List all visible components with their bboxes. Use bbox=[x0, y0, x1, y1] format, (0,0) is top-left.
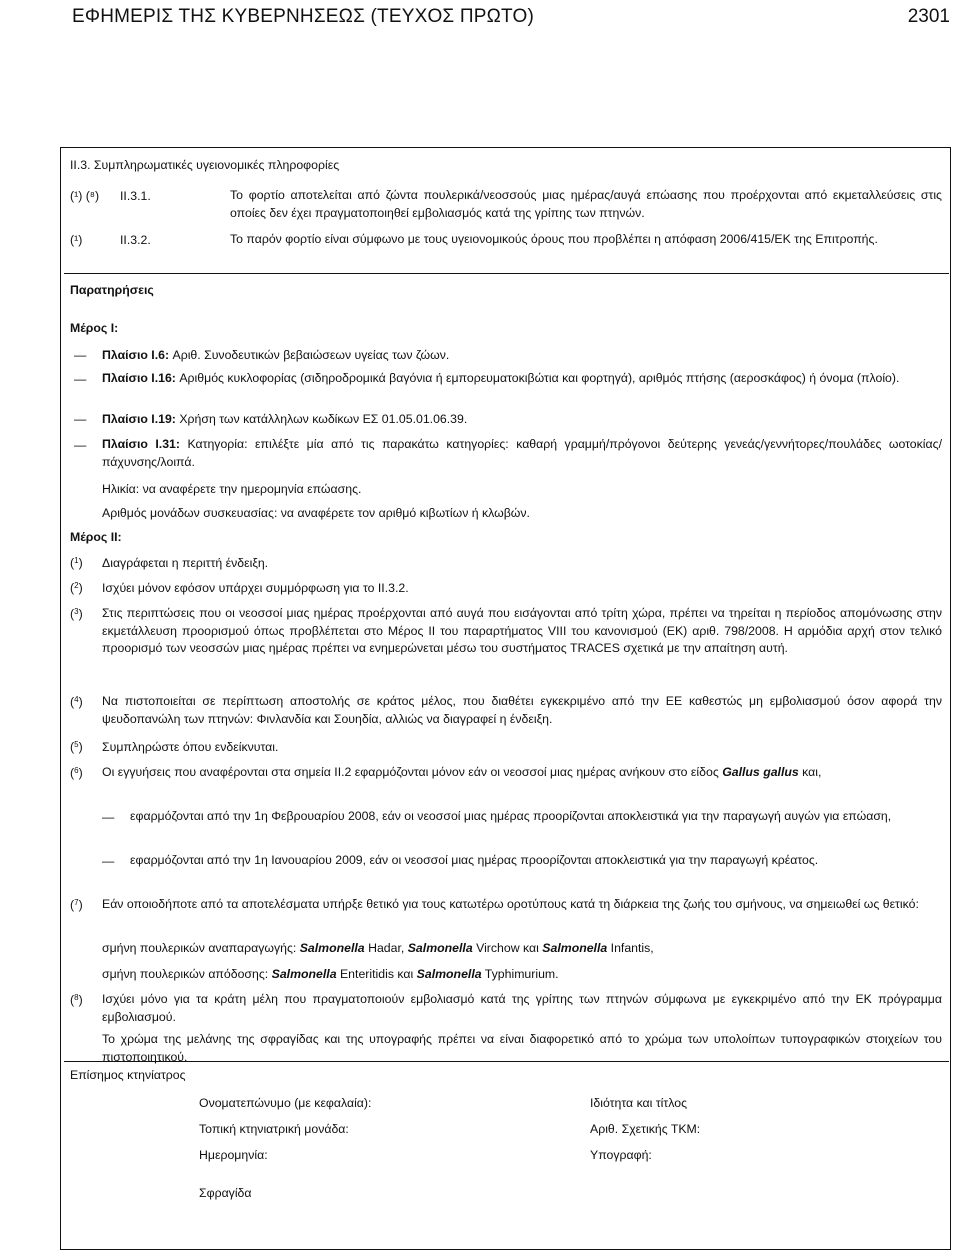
units-note: Αριθμός μονάδων συσκευασίας: να αναφέρετε τον αριθμό κιβωτίων ή κλωβών. bbox=[102, 506, 530, 520]
signature-section bbox=[64, 1062, 949, 1247]
list-dash: — bbox=[74, 412, 87, 426]
list-dash: — bbox=[102, 854, 115, 868]
footnote-marker: ($^5$) bbox=[70, 740, 83, 754]
footnote-marker: ($^1$) bbox=[70, 556, 83, 570]
footnote-text: Συμπληρώστε όπου ενδείκνυται. bbox=[102, 740, 279, 754]
notes-section bbox=[64, 274, 949, 1062]
salmonella-production: σμήνη πουλερικών απόδοσης: Salmonella Enteritidis και Salmonella Typhimurium. bbox=[102, 967, 559, 981]
vet-unit-label: Τοπική κτηνιατρική μονάδα: bbox=[199, 1122, 349, 1136]
tkm-label: Αριθ. Σχετικής ΤΚΜ: bbox=[590, 1122, 701, 1136]
name-label: Ονοματεπώνυμο (με κεφαλαία): bbox=[199, 1096, 372, 1110]
item-text: Το παρόν φορτίο είναι σύμφωνο με τους υγειονομικούς όρους που προβλέπει η απόφαση 2006/415/ΕΚ της Επιτροπής. bbox=[230, 232, 878, 246]
list-dash: — bbox=[74, 348, 87, 362]
footnote-subitem: εφαρμόζονται από την 1η Φεβρουαρίου 2008, εάν οι νεοσσοί μιας ημέρας προορίζονται αποκλειστικά για την παραγωγή αυγών για επώαση, bbox=[130, 809, 892, 823]
gazette-title: ΕΦΗΜΕΡΙΣ ΤΗΣ ΚΥΒΕΡΝΗΣΕΩΣ (ΤΕΥΧΟΣ ΠΡΩΤΟ) bbox=[72, 6, 535, 27]
part2-heading: Μέρος II: bbox=[70, 530, 122, 544]
footnote-marker: ($^4$) bbox=[70, 695, 83, 709]
footnote-text: Εάν οποιοδήποτε από τα αποτελέσματα υπήρξε θετικό για τους κατωτέρω οροτύπους κατά τη διάρκεια της ζωής του σμήνους, να σημειωθεί ως θετικό: bbox=[102, 897, 919, 911]
stamp-label: Σφραγίδα bbox=[199, 1186, 252, 1200]
item-text: Το φορτίο αποτελείται από ζώντα πουλερικά/νεοσσούς μιας ημέρας/αυγά επώασης που προέρχονται από εκμεταλλεύσεις στις οποίες δεν έχει πραγματοποιηθεί εμβολιασμός κατά της γρίπης των πτηνών. bbox=[230, 188, 942, 220]
notes-heading: Παρατηρήσεις bbox=[70, 283, 154, 297]
signature-label: Υπογραφή: bbox=[590, 1148, 652, 1162]
capacity-label: Ιδιότητα και τίτλος bbox=[590, 1096, 687, 1110]
footnote-text: Να πιστοποιείται σε περίπτωση αποστολής σε κράτος μέλος, που διαθέτει εγκεκριμένο από την ΕΕ καθεστώς μη εμβολιασμού όσον αφορά την ψευδοπανώλη των πτηνών: Φινλανδία και Σουηδία, αλλιώς να διαγραφεί η ένδειξη. bbox=[102, 694, 942, 726]
footnote-marker: ($^7$) bbox=[70, 898, 83, 912]
section-ii3 bbox=[64, 151, 949, 274]
footnote-text: Οι εγγυήσεις που αναφέρονται στα σημεία II.2 εφαρμόζονται μόνον εάν οι νεοσσοί μιας ημέρας ανήκουν στο είδος Gallus gallus και, bbox=[102, 765, 822, 779]
item-marker: (¹) (⁸) bbox=[70, 189, 100, 203]
box-note: Πλαίσιο I.31: Κατηγορία: επιλέξτε μία από τις παρακάτω κατηγορίες: καθαρή γραμμή/πρόγονοι δεύτερης γενεάς/γεννήτορες/πουλάδες ωοτοκίας/πάχυνσης/λοιπά. bbox=[102, 437, 942, 469]
official-vet-heading: Επίσημος κτηνίατρος bbox=[70, 1068, 186, 1082]
page-header bbox=[0, 0, 960, 44]
item-marker: (¹) bbox=[70, 233, 83, 247]
footnote-text: Ισχύει μόνο για τα κράτη μέλη που πραγματοποιούν εμβολιασμό κατά της γρίπης των πτηνών σύμφωνα με εγκεκριμένο από την ΕΚ πρόγραμμα εμβολιασμού. bbox=[102, 992, 942, 1024]
list-dash: — bbox=[102, 810, 115, 824]
footnote-marker: ($^8$) bbox=[70, 993, 83, 1007]
box-note: Πλαίσιο I.6: Αριθ. Συνοδευτικών βεβαιώσεων υγείας των ζώων. bbox=[102, 348, 450, 362]
list-dash: — bbox=[74, 372, 87, 386]
box-note: Πλαίσιο I.16: Αριθμός κυκλοφορίας (σιδηροδρομικά βαγόνια ή εμπορευματοκιβώτια και φορτηγά), αριθμός πτήσης (αεροσκάφος) ή όνομα (πλοίο). bbox=[102, 371, 900, 385]
section-heading: II.3. Συμπληρωματικές υγειονομικές πληροφορίες bbox=[70, 158, 340, 172]
footnote-marker: ($^3$) bbox=[70, 607, 83, 621]
age-note: Ηλικία: να αναφέρετε την ημερομηνία επώασης. bbox=[102, 482, 362, 496]
part1-heading: Μέρος I: bbox=[70, 321, 119, 335]
certificate-frame bbox=[60, 147, 951, 1250]
footnote-text: Στις περιπτώσεις που οι νεοσσοί μιας ημέρας προέρχονται από αυγά που εισάγονται από τρίτη χώρα, πρέπει να τηρείται η περίοδος απομόνωσης στην εκμετάλλευση προορισμού όπως προβλέπεται στο Μέρος II του παραρτήματος VIII του κανονισμού (ΕΚ) αριθ. 798/2008. Η αρμόδια αρχή στον τελικό προορισμό των νεοσσών μιας ημέρας πρέπει να ενημερώνεται μέσω του συστήματος TRACES σχετικά με την απαίτηση αυτή. bbox=[102, 606, 942, 655]
footnote-text: Ισχύει μόνον εφόσον υπάρχει συμμόρφωση για το II.3.2. bbox=[102, 581, 409, 595]
footnote-subitem: εφαρμόζονται από την 1η Ιανουαρίου 2009, εάν οι νεοσσοί μιας ημέρας προορίζονται αποκλειστικά για την παραγωγή κρέατος. bbox=[130, 853, 819, 867]
date-label: Ημερομηνία: bbox=[199, 1148, 268, 1162]
page-number: 2301 bbox=[907, 6, 950, 27]
footnote-text: Διαγράφεται η περιττή ένδειξη. bbox=[102, 556, 269, 570]
footnote-marker: ($^2$) bbox=[70, 581, 83, 595]
box-note: Πλαίσιο I.19: Χρήση των κατάλληλων κωδίκων ΕΣ 01.05.01.06.39. bbox=[102, 412, 468, 426]
item-code: II.3.1. bbox=[120, 189, 151, 203]
list-dash: — bbox=[74, 438, 87, 452]
footnote-marker: ($^6$) bbox=[70, 766, 83, 780]
ink-colour-note: Το χρώμα της μελάνης της σφραγίδας και της υπογραφής πρέπει να είναι διαφορετικό από το χρώμα των υπολοίπων τυπογραφικών στοιχείων του πιστοποιητικού. bbox=[102, 1032, 942, 1064]
item-code: II.3.2. bbox=[120, 233, 151, 247]
salmonella-breeding: σμήνη πουλερικών αναπαραγωγής: Salmonella Hadar, Salmonella Virchow και Salmonella Infantis, bbox=[102, 941, 654, 955]
